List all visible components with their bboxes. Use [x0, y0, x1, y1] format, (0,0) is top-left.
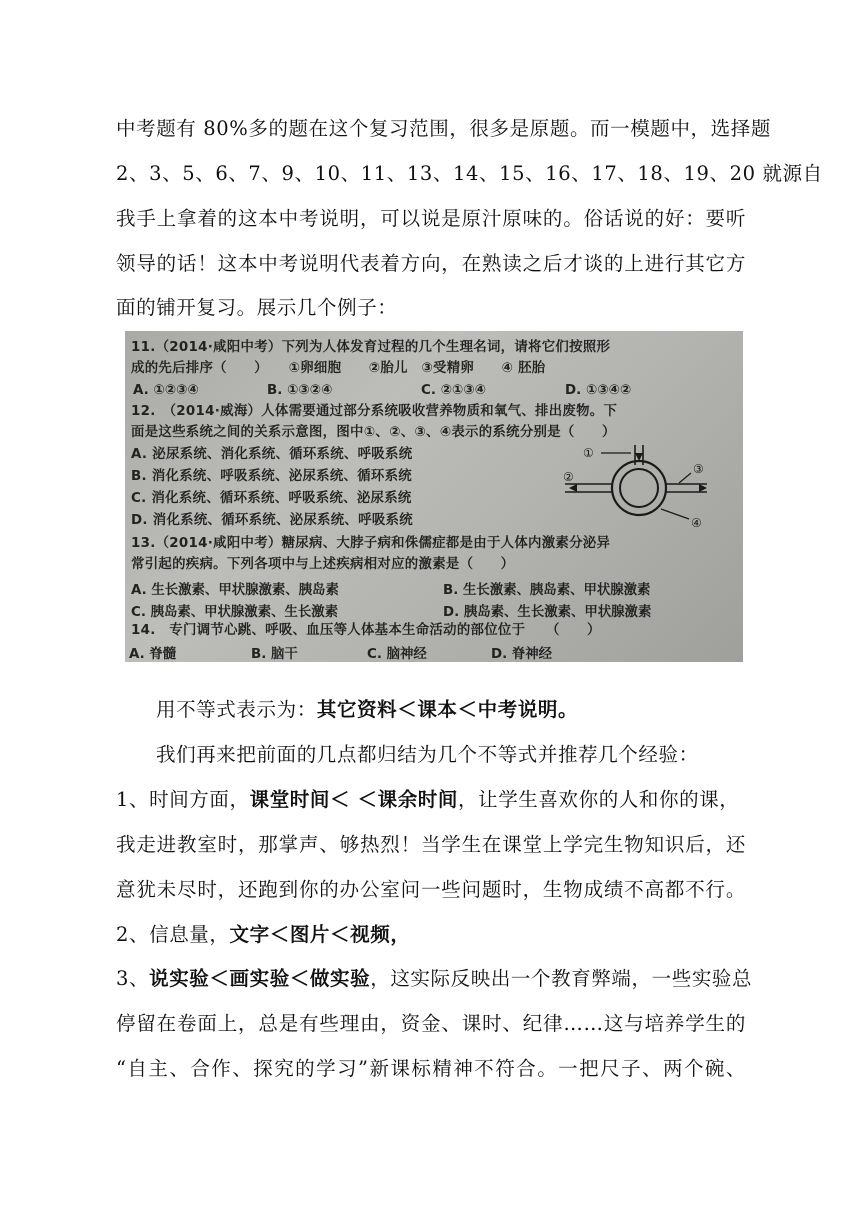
diagram-label: ③ — [693, 462, 704, 476]
paragraph-line: 领导的话！这本中考说明代表着方向，在熟读之后才谈的上进行其它方 — [116, 252, 746, 275]
inequality-bold: 其它资料＜课本＜中考说明。 — [316, 698, 579, 721]
photo-text-line: B. 消化系统、呼吸系统、泌尿系统、循环系统 — [131, 469, 412, 484]
paragraph-line: 中考题有 80%多的题在这个复习范围，很多是原题。而一模题中，选择题 — [116, 117, 771, 140]
photo-option: A. 脊髓 — [129, 647, 177, 662]
item-3-prefix: 3、 — [116, 967, 150, 990]
paragraph-line: “自主、合作、探究的学习”新课标精神不符合。一把尺子、两个碗、 — [116, 1057, 746, 1080]
paragraph-line: 2、3、5、6、7、9、10、11、13、14、15、16、17、18、19、20 就源自 — [116, 162, 823, 185]
photo-option: A. 生长激素、甲状腺激素、胰岛素 — [131, 583, 339, 598]
photo-text-line: 12. （2014·威海）人体需要通过部分系统吸收营养物质和氧气、排出废物。下 — [131, 404, 618, 419]
diagram-label: ② — [563, 470, 574, 484]
item-1-suffix: ，让学生喜欢你的人和你的课， — [458, 788, 740, 811]
photo-text-line: 11.（2014·咸阳中考）下列为人体发育过程的几个生理名词，请将它们按照形 — [131, 340, 611, 355]
summary-line: 我们再来把前面的几点都归结为几个不等式并推荐几个经验： — [156, 743, 699, 766]
item-3-line — [116, 966, 753, 992]
paragraph-line: 停留在卷面上，总是有些理由，资金、课时、纪律……这与培养学生的 — [116, 1012, 746, 1035]
exam-questions-photo — [125, 331, 743, 662]
photo-option: C. 脑神经 — [367, 647, 427, 662]
inequality-prefix: 用不等式表示为： — [156, 698, 317, 721]
item-2-line — [116, 922, 746, 948]
item-2-prefix: 2、信息量， — [116, 923, 230, 946]
paragraph-line: 面的铺开复习。展示几个例子： — [116, 296, 398, 319]
photo-option: B. 脑干 — [251, 647, 298, 662]
photo-option: A. ①②③④ — [133, 383, 199, 398]
diagram-label: ④ — [691, 516, 702, 529]
paragraph-line: 我手上拿着的这本中考说明，可以说是原汁原味的。俗话说的好：要听 — [116, 207, 746, 230]
item-1-prefix: 1、时间方面， — [116, 788, 250, 811]
paragraph-line: 意犹未尽时，还跑到你的办公室问一些问题时，生物成绩不高都不行。 — [116, 878, 746, 901]
photo-text-line: 常引起的疾病。下列各项中与上述疾病相对应的激素是（ ） — [131, 557, 515, 572]
circulation-diagram — [561, 443, 711, 529]
inequality-line — [156, 697, 786, 723]
photo-option: C. ②①③④ — [421, 383, 486, 398]
photo-option: C. 胰岛素、甲状腺激素、生长激素 — [131, 605, 339, 620]
photo-option: D. 胰岛素、生长激素、甲状腺激素 — [443, 605, 652, 620]
photo-text-line: 面是这些系统之间的关系示意图，图中①、②、③、④表示的系统分别是（ ） — [131, 425, 616, 440]
item-2-bold: 文字＜图片＜视频， — [229, 923, 411, 946]
photo-option: D. ①③④② — [565, 383, 632, 398]
item-1-bold: 课堂时间＜ ＜课余时间 — [249, 788, 458, 811]
photo-text-line: 14. 专门调节心跳、呼吸、血压等人体基本生命活动的部位位于 （ ） — [131, 623, 601, 638]
photo-text-line: 13.（2014·咸阳中考）糖尿病、大脖子病和侏儒症都是由于人体内激素分泌异 — [131, 536, 611, 551]
paragraph-line: 我走进教室时，那掌声、够热烈！当学生在课堂上学完生物知识后，还 — [116, 833, 746, 856]
photo-option: B. 生长激素、胰岛素、甲状腺激素 — [443, 583, 651, 598]
item-3-suffix: ，这实际反映出一个教育弊端，一些实验总 — [370, 967, 753, 990]
photo-text-line: A. 泌尿系统、消化系统、循环系统、呼吸系统 — [131, 447, 413, 462]
photo-option: D. 脊神经 — [491, 647, 553, 662]
photo-text-line: 成的先后排序（ ） ①卵细胞 ②胎儿 ③受精卵 ④ 胚胎 — [131, 361, 546, 376]
diagram-label: ① — [583, 446, 594, 460]
photo-option: B. ①③②④ — [267, 383, 333, 398]
item-3-bold: 说实验＜画实验＜做实验 — [149, 967, 371, 990]
photo-text-line: D. 消化系统、循环系统、泌尿系统、呼吸系统 — [131, 513, 413, 528]
photo-text-line: C. 消化系统、循环系统、呼吸系统、泌尿系统 — [131, 491, 412, 506]
item-1-line — [116, 787, 746, 813]
